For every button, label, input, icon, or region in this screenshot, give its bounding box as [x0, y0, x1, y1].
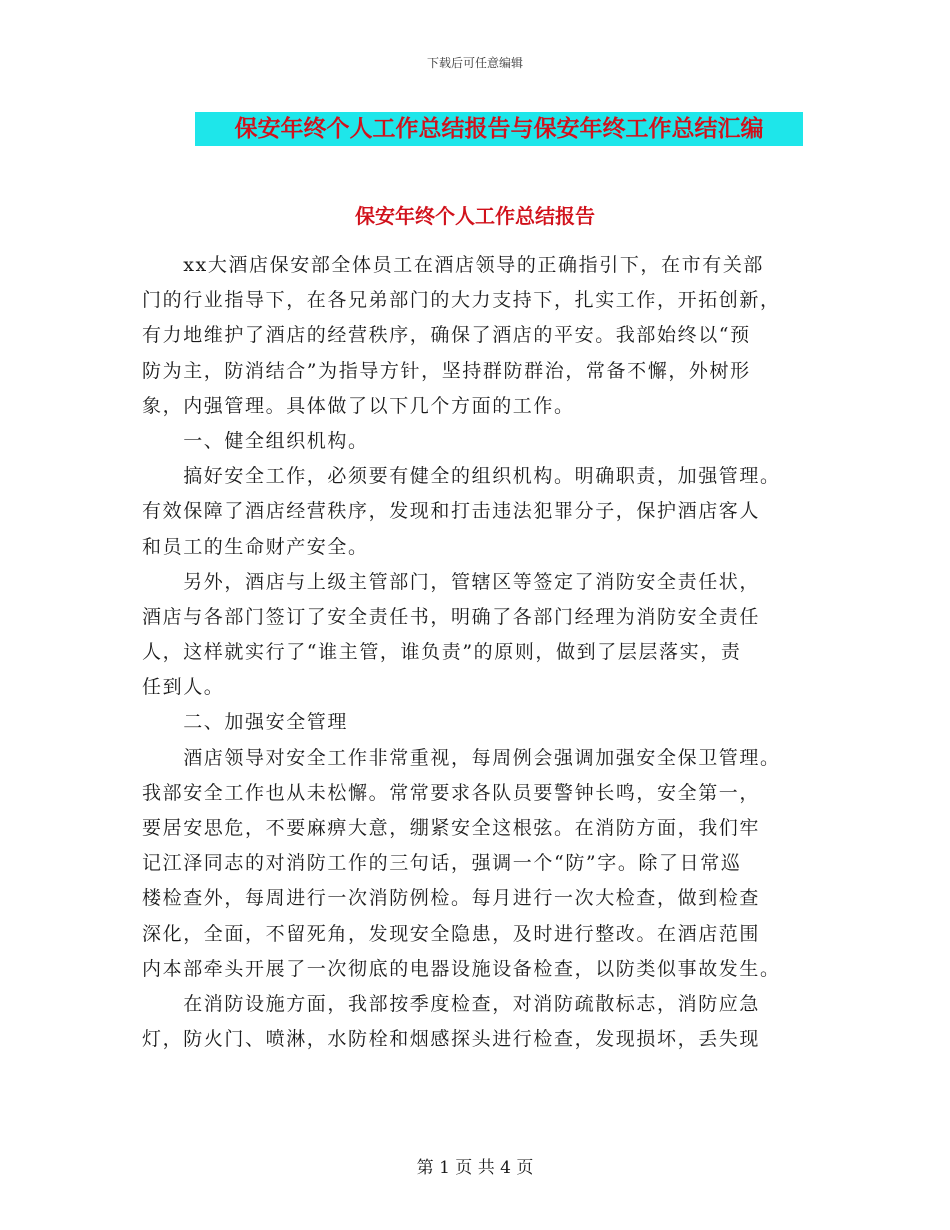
page-header: 下载后可任意编辑: [426, 56, 523, 70]
body-text: [142, 248, 812, 1057]
body-line: 酒店与各部门签订了安全责任书，明确了各部门经理为消防安全责任: [142, 605, 761, 628]
body-line: 深化，全面，不留死角，发现安全隐患，及时进行整改。在酒店范围: [142, 922, 761, 945]
body-line: 搞好安全工作，必须要有健全的组织机构。明确职责，加强管理。: [142, 465, 781, 488]
body-line: 内本部牵头开展了一次彻底的电器设施设备检查，以防类似事故发生。: [142, 957, 781, 980]
body-line: 人，这样就实行了“谁主管，谁负责”的原则，做到了层层落实，责: [142, 641, 742, 664]
body-line: 和员工的生命财产安全。: [142, 535, 369, 558]
body-line: 有力地维护了酒店的经营秩序，确保了酒店的平安。我部始终以“预: [142, 324, 751, 347]
page-footer: 第 1 页 共 4 页: [416, 1158, 534, 1178]
body-line: 灯，防火门、喷淋，水防栓和烟感探头进行检查，发现损坏，丢失现: [142, 1028, 761, 1051]
body-line: 有效保障了酒店经营秩序，发现和打击违法犯罪分子，保护酒店客人: [142, 500, 761, 523]
body-line: 另外，酒店与上级主管部门，管辖区等签定了消防安全责任状，: [142, 570, 761, 593]
body-line: 记江泽同志的对消防工作的三句话，强调一个“防”字。除了日常巡: [142, 852, 742, 875]
body-line: 我部安全工作也从未松懈。常常要求各队员要警钟长鸣，安全第一，: [142, 781, 761, 804]
body-line: 象，内强管理。具体做了以下几个方面的工作。: [142, 394, 575, 417]
body-line: 任到人。: [142, 676, 225, 699]
body-line: 防为主，防消结合”为指导方针，坚持群防群治，常备不懈，外树形: [142, 359, 751, 382]
body-line: xx大酒店保安部全体员工在酒店领导的正确指引下，在市有关部: [142, 254, 765, 276]
body-line: 门的行业指导下，在各兄弟部门的大力支持下，扎实工作，开拓创新，: [142, 289, 781, 312]
body-line: 在消防设施方面，我部按季度检查，对消防疏散标志，消防应急: [142, 992, 761, 1015]
body-line: 二、加强安全管理: [142, 711, 349, 734]
body-line: 要居安思危，不要麻痹大意，绷紧安全这根弦。在消防方面，我们牢: [142, 817, 761, 839]
body-line: 一、健全组织机构。: [142, 429, 369, 452]
document-title: 保安年终个人工作总结报告与保安年终工作总结汇编: [195, 112, 803, 146]
section-title: 保安年终个人工作总结报告: [355, 204, 595, 228]
body-line: 楼检查外，每周进行一次消防例检。每月进行一次大检查，做到检查: [142, 887, 761, 910]
body-line: 酒店领导对安全工作非常重视，每周例会强调加强安全保卫管理。: [142, 746, 781, 769]
